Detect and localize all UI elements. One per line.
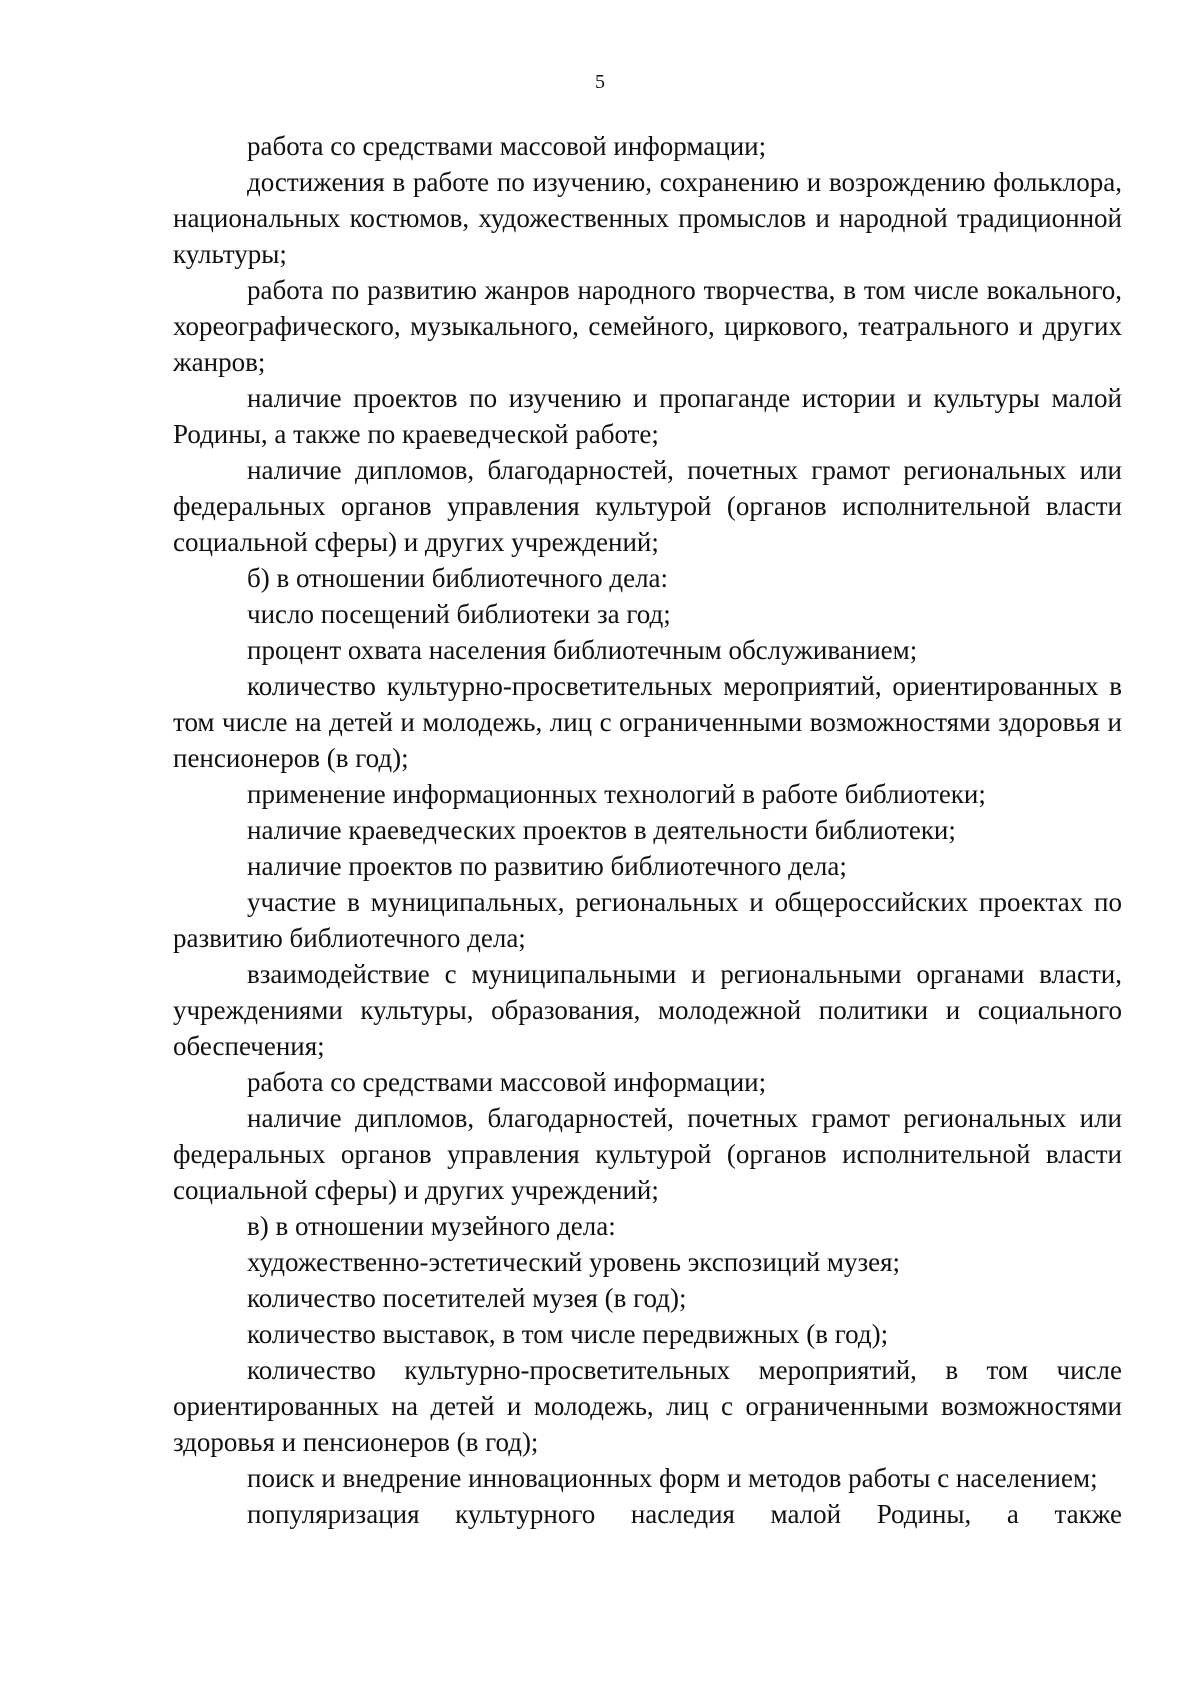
paragraph: участие в муниципальных, региональных и общероссийских проектах по развитию библиотечного дела; [173,887,1122,953]
paragraph: процент охвата населения библиотечным обслуживанием; [247,635,918,665]
paragraph: наличие дипломов, благодарностей, почетных грамот региональных или федеральных органов управления культурой (органов исполнительной власти социальной сферы) и других учреждений; [173,1103,1122,1205]
paragraph: число посещений библиотеки за год; [247,599,671,629]
paragraph: работа по развитию жанров народного творчества, в том числе вокального, хореографического, музыкального, семейного, циркового, театрального и других жанров; [173,275,1122,377]
paragraph: количество выставок, в том числе передвижных (в год); [247,1319,889,1349]
section-heading-library: б) в отношении библиотечного дела: [247,563,669,593]
paragraph: количество культурно-просветительных мероприятий, в том числе ориентированных на детей и молодежь, лиц с ограниченными возможностями здоровья и пенсионеров (в год); [173,1355,1122,1457]
paragraph: работа со средствами массовой информации; [247,1067,767,1097]
paragraph: художественно-эстетический уровень экспозиций музея; [247,1247,901,1277]
paragraph: наличие дипломов, благодарностей, почетных грамот региональных или федеральных органов управления культурой (органов исполнительной власти социальной сферы) и других учреждений; [173,455,1122,557]
paragraph: взаимодействие с муниципальными и региональными органами власти, учреждениями культуры, образования, молодежной политики и социального обеспечения; [173,959,1122,1061]
page-number: 5 [595,71,605,93]
paragraph: наличие краеведческих проектов в деятельности библиотеки; [247,815,956,845]
paragraph: наличие проектов по изучению и пропаганде истории и культуры малой Родины, а также по краеведческой работе; [173,383,1122,449]
paragraph: количество культурно-просветительных мероприятий, ориентированных в том числе на детей и молодежь, лиц с ограниченными возможностями здоровья и пенсионеров (в год); [173,671,1122,773]
paragraph: наличие проектов по развитию библиотечного дела; [247,851,847,881]
paragraph: количество посетителей музея (в год); [247,1283,687,1313]
paragraph: поиск и внедрение инновационных форм и методов работы с населением; [247,1463,1098,1493]
paragraph: достижения в работе по изучению, сохранению и возрождению фольклора, национальных костюмов, художественных промыслов и народной традиционной культуры; [173,167,1122,269]
paragraph: работа со средствами массовой информации; [247,131,767,161]
section-heading-museum: в) в отношении музейного дела: [247,1211,616,1241]
paragraph-continued: популяризация культурного наследия малой Родины, а также [247,1499,1122,1529]
paragraph: применение информационных технологий в работе библиотеки; [247,779,986,809]
document-body [173,128,1122,1532]
